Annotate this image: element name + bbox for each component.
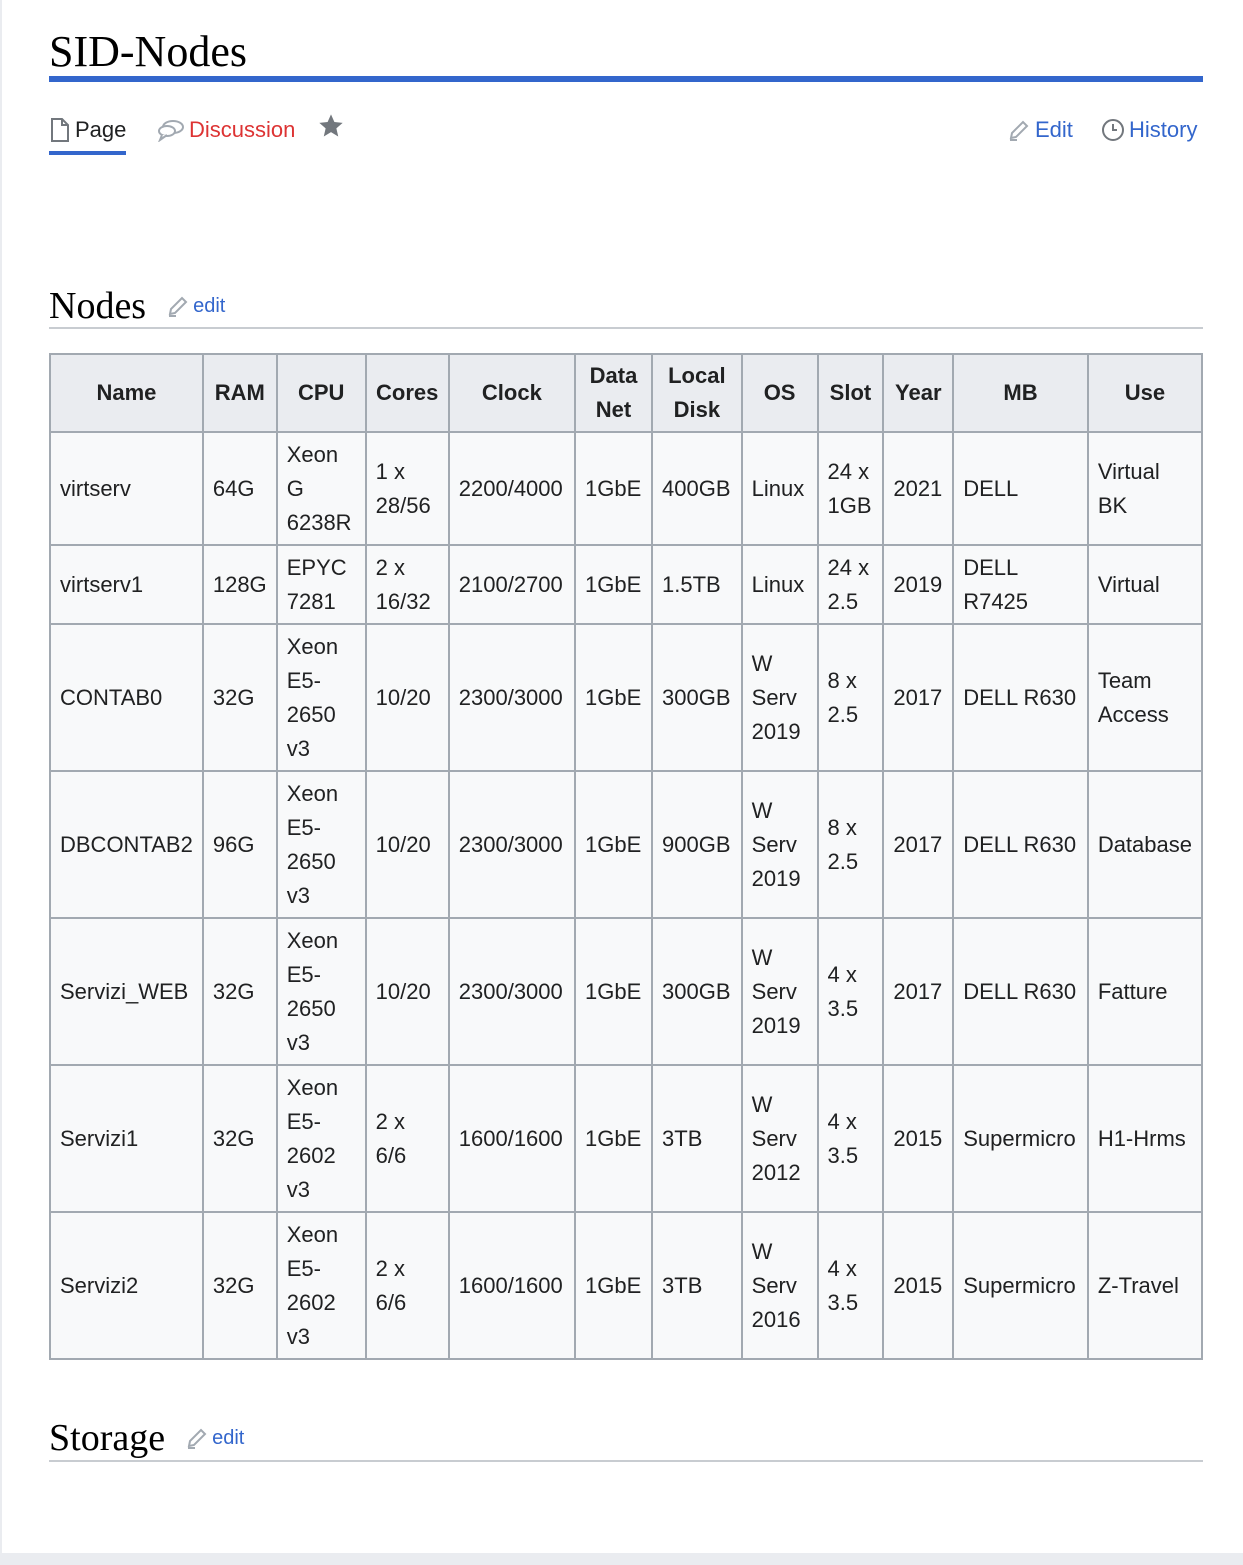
table-cell: 1GbE [575,1212,652,1359]
clock-icon [1101,118,1125,142]
tab-discussion-label: Discussion [189,117,296,142]
page-title: SID-Nodes [49,27,247,76]
title-underline [49,76,1203,82]
table-cell: Servizi1 [50,1065,203,1212]
nodes-table [49,353,1203,1360]
table-cell: Linux [742,432,818,545]
table-cell: Xeon E5-2602 v3 [277,1065,366,1212]
table-cell: 2017 [883,918,953,1065]
table-cell: 2300/3000 [449,918,575,1065]
table-cell: W Serv 2019 [742,918,818,1065]
table-cell: 1GbE [575,545,652,624]
section-edit-label: edit [193,295,226,317]
section-heading-nodes [49,283,225,329]
column-header: Slot [818,354,884,432]
table-cell: 1.5TB [652,545,742,624]
section-edit-label: edit [212,1427,245,1449]
table-cell: 2100/2700 [449,545,575,624]
table-cell: 32G [203,624,277,771]
table-cell: Supermicro [953,1065,1088,1212]
tab-discussion[interactable] [157,108,295,151]
table-cell: W Serv 2019 [742,771,818,918]
table-cell: 2200/4000 [449,432,575,545]
table-cell: Xeon E5-2650 v3 [277,624,366,771]
table-cell: 4 x 3.5 [818,918,884,1065]
table-cell: 2 x 6/6 [366,1065,449,1212]
table-cell: Linux [742,545,818,624]
table-cell: W Serv 2016 [742,1212,818,1359]
tab-history[interactable] [1101,108,1197,151]
column-header: Data Net [575,354,652,432]
table-cell: DELL R630 [953,918,1088,1065]
table-cell: EPYC 7281 [277,545,366,624]
watch-star-button[interactable] [317,108,345,151]
table-cell: Xeon E5-2650 v3 [277,771,366,918]
tab-edit-label: Edit [1035,117,1073,142]
table-cell: 128G [203,545,277,624]
table-cell: 64G [203,432,277,545]
table-row [50,771,1202,918]
table-cell: 1600/1600 [449,1212,575,1359]
column-header: Clock [449,354,575,432]
tab-page-label: Page [75,117,127,142]
table-cell: DELL R630 [953,624,1088,771]
table-cell: Team Access [1088,624,1202,771]
section-heading-storage [49,1415,244,1461]
column-header: RAM [203,354,277,432]
section-edit-link-storage[interactable] [185,1415,244,1461]
table-cell: 24 x 1GB [818,432,884,545]
table-cell: DBCONTAB2 [50,771,203,918]
star-icon [317,120,345,140]
table-cell: 24 x 2.5 [818,545,884,624]
column-header: Local Disk [652,354,742,432]
discussion-icon [157,118,185,142]
pencil-icon [166,294,190,318]
tab-edit[interactable] [1007,108,1073,151]
table-cell: 4 x 3.5 [818,1065,884,1212]
table-cell: 2015 [883,1065,953,1212]
table-cell: Xeon E5-2602 v3 [277,1212,366,1359]
table-cell: Database [1088,771,1202,918]
table-cell: 2 x 6/6 [366,1212,449,1359]
table-cell: Xeon G 6238R [277,432,366,545]
table-row [50,624,1202,771]
table-cell: DELL R7425 [953,545,1088,624]
table-cell: 3TB [652,1212,742,1359]
pencil-icon [1007,118,1031,142]
section-edit-link-nodes[interactable] [166,283,225,329]
table-cell: Servizi_WEB [50,918,203,1065]
table-cell: 10/20 [366,918,449,1065]
table-cell: 2017 [883,624,953,771]
table-cell: 1GbE [575,1065,652,1212]
column-header: Name [50,354,203,432]
table-cell: DELL R630 [953,771,1088,918]
section-rule-storage [49,1460,1203,1462]
table-cell: 96G [203,771,277,918]
page [2,0,1243,1553]
table-cell: 2300/3000 [449,624,575,771]
table-cell: 2021 [883,432,953,545]
section-title-storage: Storage [49,1417,166,1459]
table-cell: H1-Hrms [1088,1065,1202,1212]
table-cell: W Serv 2019 [742,624,818,771]
column-header: OS [742,354,818,432]
tab-page[interactable] [49,108,126,155]
table-cell: 2300/3000 [449,771,575,918]
page-icon [49,117,71,143]
table-cell: Servizi2 [50,1212,203,1359]
table-cell: 32G [203,1065,277,1212]
table-cell: 2019 [883,545,953,624]
table-cell: 2015 [883,1212,953,1359]
table-cell: 1GbE [575,624,652,771]
table-cell: 400GB [652,432,742,545]
table-cell: Fatture [1088,918,1202,1065]
table-cell: 8 x 2.5 [818,771,884,918]
section-title-nodes: Nodes [49,285,147,327]
table-cell: 4 x 3.5 [818,1212,884,1359]
table-cell: 3TB [652,1065,742,1212]
table-cell: Supermicro [953,1212,1088,1359]
column-header: Cores [366,354,449,432]
table-cell: DELL [953,432,1088,545]
table-cell: 8 x 2.5 [818,624,884,771]
page-tabs [49,108,1203,154]
table-cell: 32G [203,918,277,1065]
table-row [50,1212,1202,1359]
table-cell: 10/20 [366,771,449,918]
table-cell: Virtual [1088,545,1202,624]
column-header: MB [953,354,1088,432]
table-cell: 1 x 28/56 [366,432,449,545]
table-cell: 10/20 [366,624,449,771]
table-cell: 300GB [652,624,742,771]
column-header: Year [883,354,953,432]
table-cell: 2 x 16/32 [366,545,449,624]
table-cell: virtserv1 [50,545,203,624]
table-row [50,432,1202,545]
pencil-icon [185,1426,209,1450]
table-row [50,918,1202,1065]
table-cell: 900GB [652,771,742,918]
table-header-row [50,354,1202,432]
table-row [50,1065,1202,1212]
tab-history-label: History [1129,117,1198,142]
table-cell: 32G [203,1212,277,1359]
section-rule-nodes [49,327,1203,329]
table-cell: Z-Travel [1088,1212,1202,1359]
table-cell: Xeon E5-2650 v3 [277,918,366,1065]
table-cell: 1600/1600 [449,1065,575,1212]
table-cell: Virtual BK [1088,432,1202,545]
table-cell: virtserv [50,432,203,545]
table-cell: 1GbE [575,771,652,918]
table-cell: 1GbE [575,918,652,1065]
table-row [50,545,1202,624]
table-cell: 300GB [652,918,742,1065]
table-cell: 2017 [883,771,953,918]
table-cell: CONTAB0 [50,624,203,771]
table-cell: 1GbE [575,432,652,545]
table-cell: W Serv 2012 [742,1065,818,1212]
column-header: Use [1088,354,1202,432]
column-header: CPU [277,354,366,432]
